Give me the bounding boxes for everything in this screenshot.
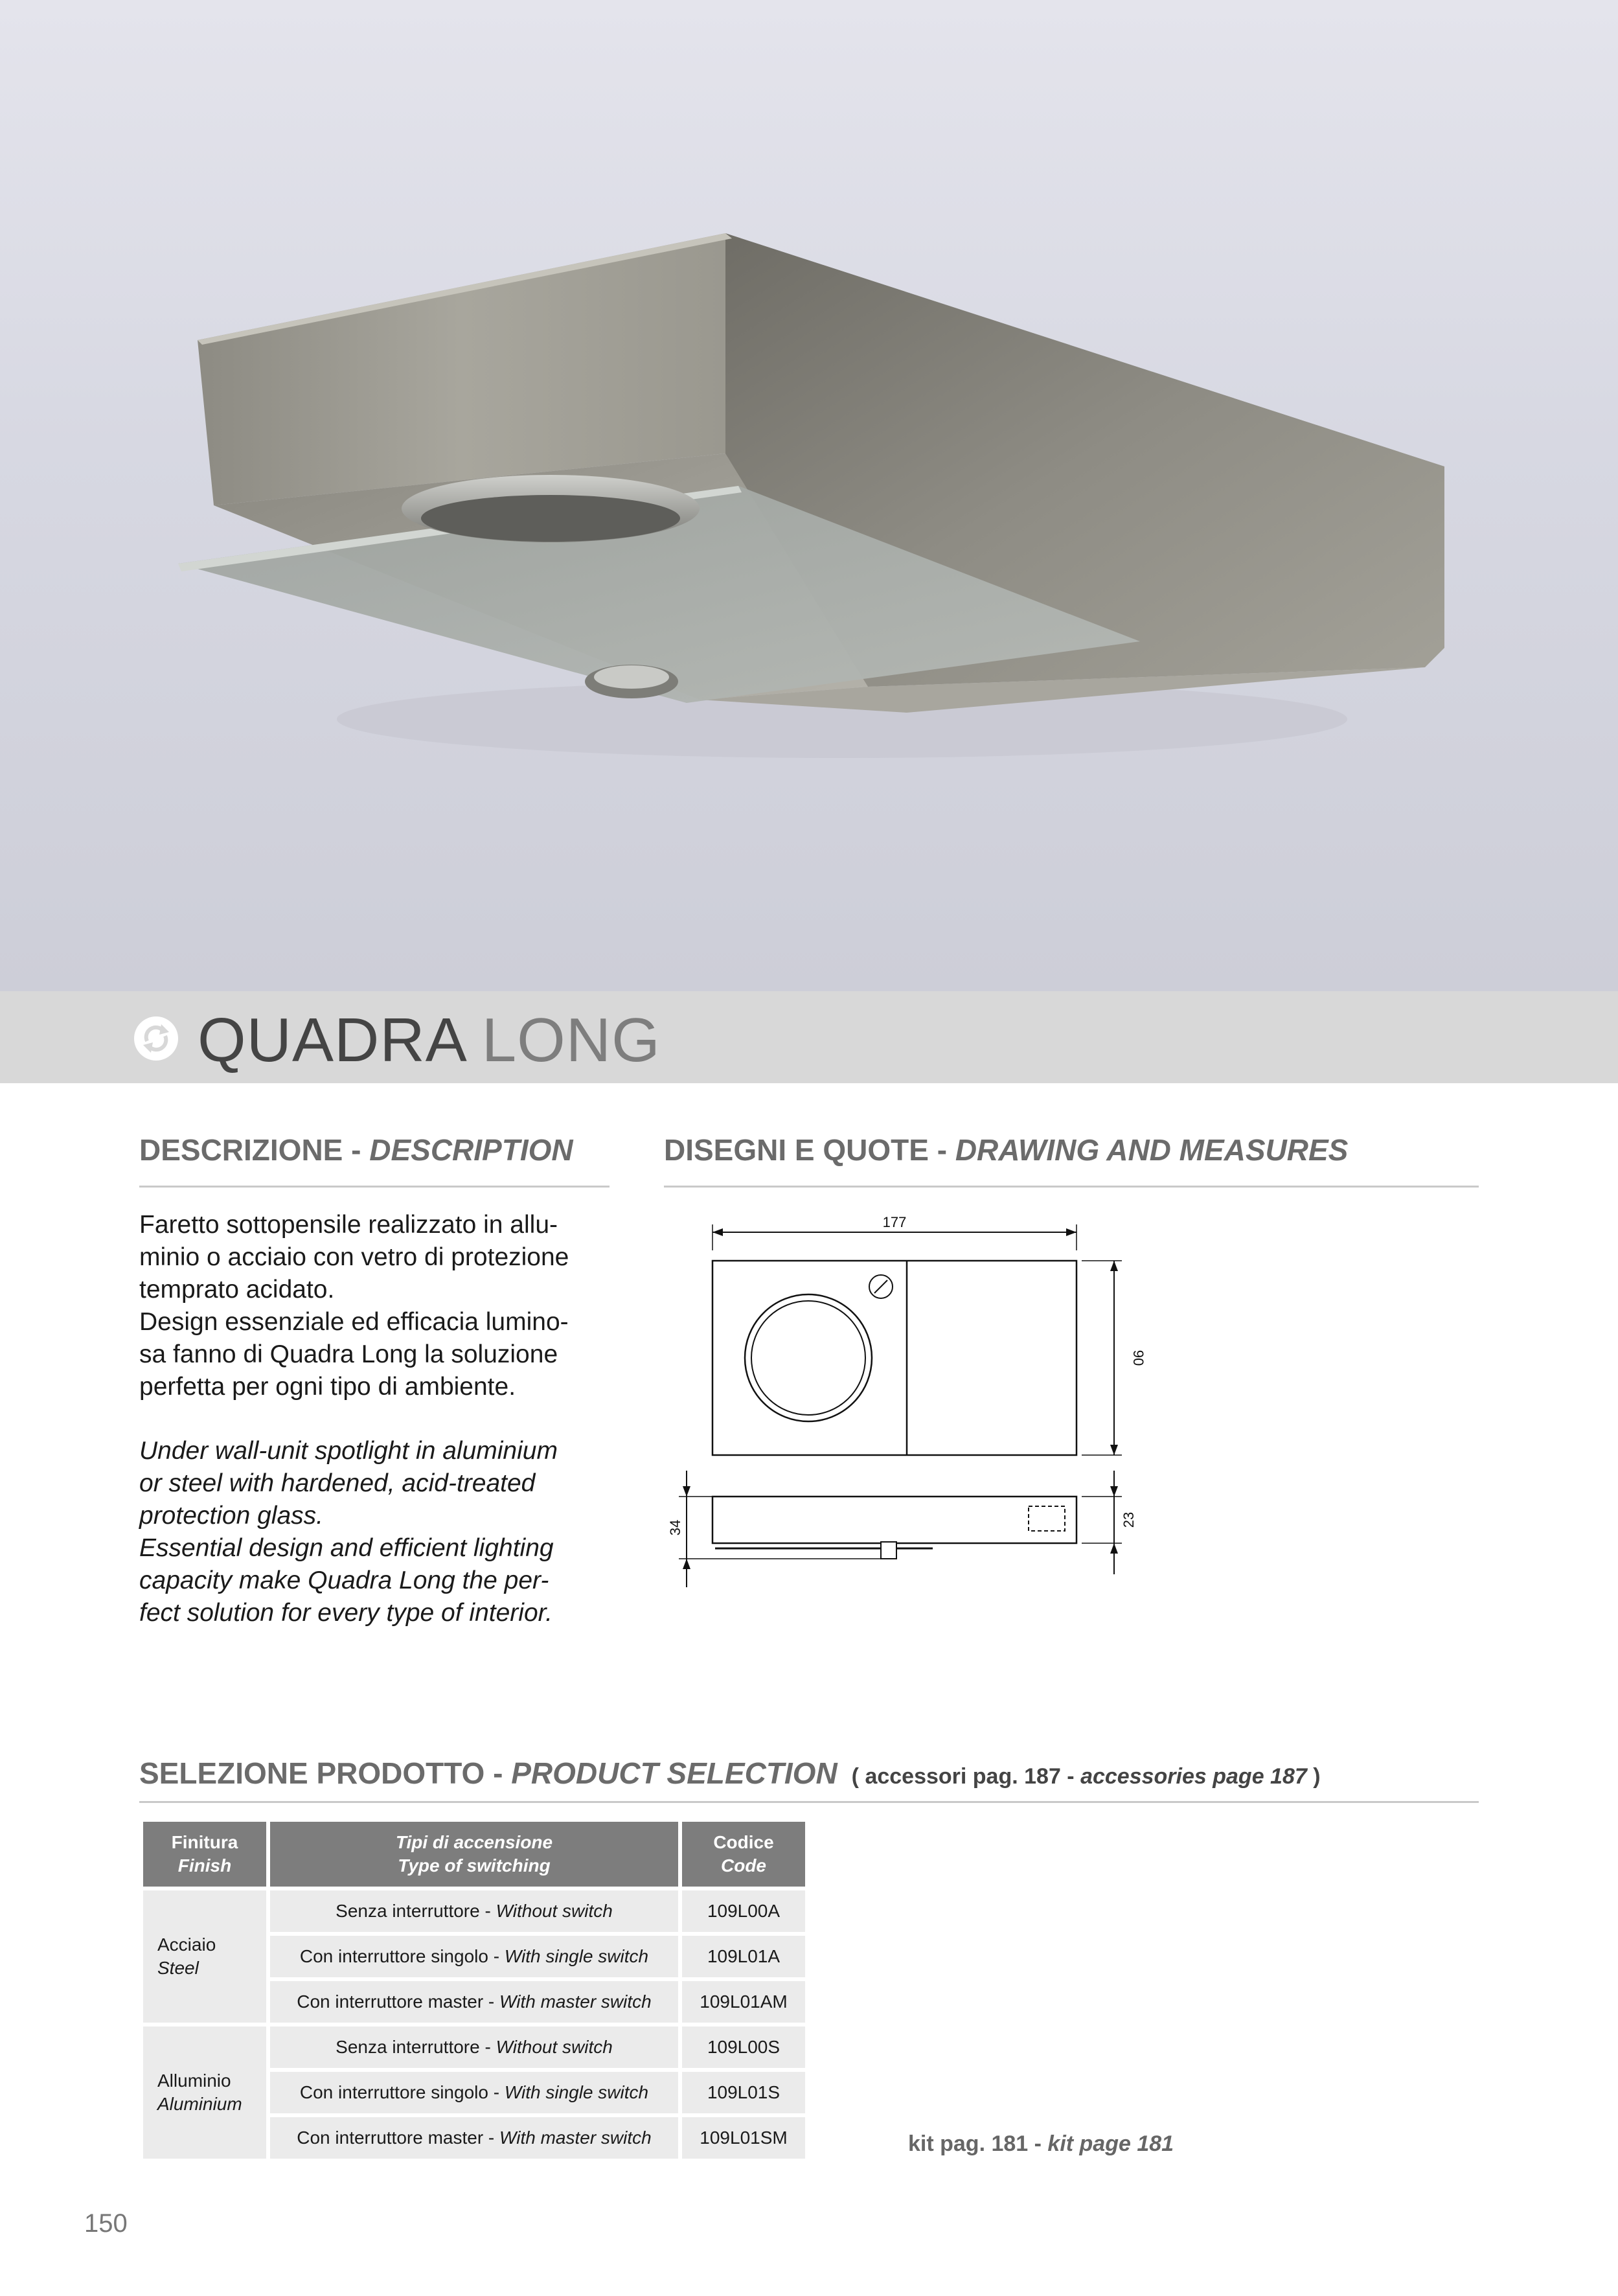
side-view [712,1497,1077,1543]
switch-it: Senza interruttore - [336,1901,496,1921]
kit-note [908,2131,1174,2157]
description-line: perfetta per ogni tipo di ambiente. [139,1373,516,1401]
product-table [139,1818,809,2163]
selection-heading-en: PRODUCT SELECTION [511,1756,837,1790]
header-finish [143,1822,266,1887]
switch-cell [270,1981,678,2023]
selection-rule [139,1801,1479,1803]
description-line: Under wall-unit spotlight in aluminium [139,1437,558,1465]
spotlight-illustration [0,0,1618,991]
switch-detail [881,1542,896,1559]
header-switching-it: Tipi di accensione [395,1832,553,1852]
selection-heading [139,1756,1321,1791]
width-dim-label: 177 [882,1214,907,1230]
technical-drawing [661,1211,1146,1613]
description-line: Faretto sottopensile realizzato in allu- [139,1211,558,1239]
switch-it: Con interruttore master - [297,1992,500,2012]
code-cell: 109L01A [682,1936,805,1977]
accessories-note-en: accessories page 187 [1080,1764,1307,1789]
switch-it: Senza interruttore - [336,2037,496,2057]
switch-en: Without switch [496,2037,613,2057]
table-row [143,1890,805,1932]
product-photo [0,0,1618,991]
kit-note-it: kit pag. 181 - [908,2131,1048,2156]
height-body-dim-label: 23 [1121,1511,1137,1528]
header-code-it: Codice [713,1832,774,1852]
description-heading-it: DESCRIZIONE - [139,1133,370,1167]
switch-cell [270,2117,678,2159]
code-cell: 109L01AM [682,1981,805,2023]
description-text-en [139,1435,619,1629]
description-line: fect solution for every type of interior. [139,1599,553,1627]
description-line: minio o acciaio con vetro di protezione [139,1243,569,1271]
header-switching-en: Type of switching [398,1855,551,1876]
description-line: or steel with hardened, acid-treated [139,1469,536,1497]
table-header-row [143,1822,805,1887]
description-heading-en: DESCRIPTION [369,1133,573,1167]
title-word-1: QUADRA [198,1005,468,1075]
header-code-en: Code [721,1855,766,1876]
finish-en: Aluminium [157,2094,242,2114]
description-heading [139,1132,573,1167]
switch-en: With single switch [504,1946,649,1966]
switch-cell [270,1936,678,1977]
description-line: capacity make Quadra Long the per- [139,1567,549,1594]
switch-it: Con interruttore singolo - [299,2082,505,2102]
header-switching [270,1822,678,1887]
switch-cell [270,1890,678,1932]
drawing-heading-en: DRAWING AND MEASURES [955,1133,1349,1167]
description-line: Essential design and efficient lighting [139,1534,554,1562]
drawing-heading [664,1132,1348,1167]
title-word-2: LONG [481,1005,661,1075]
page-title [198,1005,661,1075]
code-cell: 109L00A [682,1890,805,1932]
finish-it: Alluminio [157,2071,231,2091]
switch-en: With master switch [499,1992,652,2012]
selection-heading-it: SELEZIONE PRODOTTO - [139,1756,512,1790]
code-cell: 109L00S [682,2026,805,2068]
depth-dim-label: 90 [1130,1349,1146,1366]
switch-it: Con interruttore singolo - [299,1946,505,1966]
header-finish-en: Finish [177,1855,232,1876]
accessories-note [852,1764,1321,1789]
description-text-it [139,1209,619,1403]
plan-view [712,1261,1077,1455]
kit-note-en: kit page 181 [1047,2131,1174,2156]
finish-en: Steel [157,1958,199,1978]
description-line: protection glass. [139,1502,323,1530]
finish-cell-aluminium [143,2026,266,2159]
accessories-note-open: ( accessori pag. 187 - [851,1764,1081,1789]
height-total-dim-label: 34 [667,1519,683,1536]
drawing-rule [664,1186,1479,1188]
switch-en: With master switch [499,2128,652,2148]
table-row [143,2026,805,2068]
drawing-heading-it: DISEGNI E QUOTE - [664,1133,955,1167]
header-finish-it: Finitura [171,1832,238,1852]
description-rule [139,1186,610,1188]
switch-en: With single switch [504,2082,649,2102]
switch-en: Without switch [496,1901,613,1921]
description-line: temprato acidato. [139,1276,335,1303]
finish-cell-steel [143,1890,266,2023]
accessories-note-close: ) [1306,1764,1321,1789]
description-line: sa fanno di Quadra Long la soluzione [139,1340,558,1368]
switch-it: Con interruttore master - [297,2128,500,2148]
switch-cell [270,2026,678,2068]
code-cell: 109L01SM [682,2117,805,2159]
refresh-icon [133,1015,179,1062]
page-number: 150 [84,2209,128,2238]
finish-it: Acciaio [157,1934,216,1955]
description-line: Design essenziale ed efficacia lumino- [139,1308,569,1336]
switch-cell [270,2072,678,2113]
header-code [682,1822,805,1887]
code-cell: 109L01S [682,2072,805,2113]
